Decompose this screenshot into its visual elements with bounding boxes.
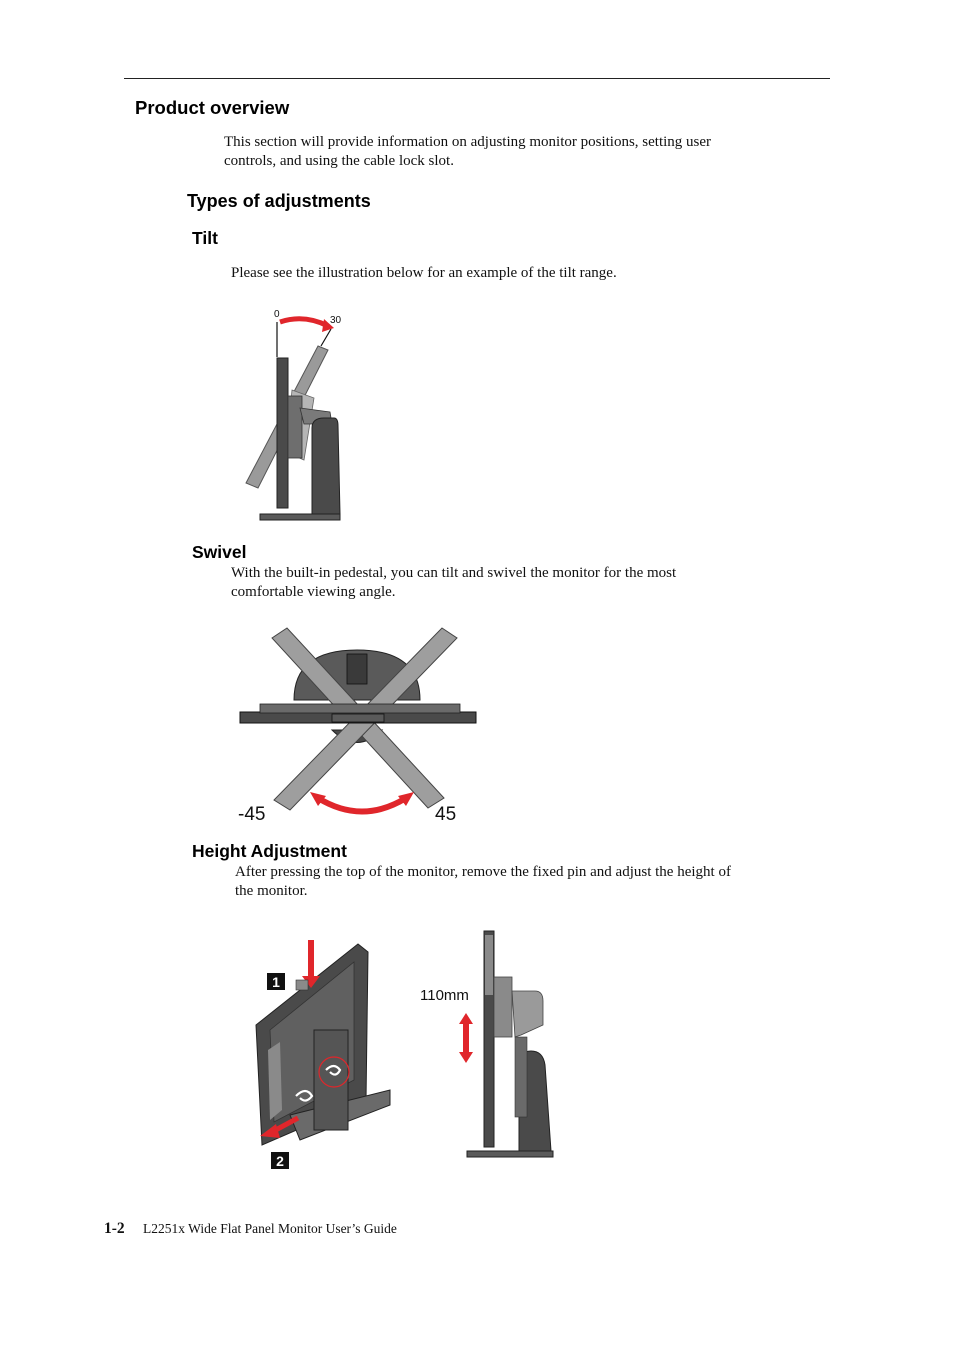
tilt-arrow-icon (280, 319, 328, 326)
tilt-label-0: 0 (274, 309, 280, 320)
height-range-illustration (415, 925, 560, 1165)
height-title: Height Adjustment (192, 841, 347, 861)
section-title: Product overview (135, 97, 290, 118)
swivel-illustration (232, 620, 482, 828)
tilt-illustration (230, 300, 360, 528)
page-number: 1-2 (104, 1220, 125, 1237)
step-1-label: 1 (272, 974, 280, 990)
document-title: L2251x Wide Flat Panel Monitor User’s Guide (143, 1221, 397, 1236)
header-rule (124, 78, 830, 79)
stand-neck (312, 418, 340, 514)
stand-base (260, 514, 340, 520)
height-arrow-down-icon (459, 1052, 473, 1063)
step-2-label: 2 (276, 1153, 284, 1169)
height-text-line-1: After pressing the top of the monitor, remove the fixed pin and adjust the height of (235, 864, 731, 880)
height-arrow-up-icon (459, 1013, 473, 1024)
swivel-label-right: 45 (435, 804, 457, 825)
swivel-text-line-2: comfortable viewing angle. (231, 584, 396, 600)
upright-panel (277, 358, 288, 508)
height-pin-illustration (250, 930, 395, 1175)
height-text-line-2: the monitor. (235, 883, 308, 899)
swivel-title: Swivel (192, 542, 247, 562)
types-title: Types of adjustments (187, 191, 371, 211)
stand-base-side (467, 1151, 553, 1157)
swivel-label-left: -45 (238, 804, 266, 825)
tilt-title: Tilt (192, 228, 218, 248)
tilt-label-30: 30 (330, 315, 342, 326)
stand-column (314, 1030, 348, 1130)
intro-line-2: controls, and using the cable lock slot. (224, 153, 454, 169)
swivel-arrow-icon (318, 798, 406, 812)
swivel-text-line-1: With the built-in pedestal, you can tilt and swivel the monitor for the most (231, 565, 677, 581)
height-range-label: 110mm (420, 987, 469, 1004)
tilt-text: Please see the illustration below for an example of the tilt range. (231, 265, 617, 281)
intro-line-1: This section will provide information on adjusting monitor positions, setting user (224, 134, 712, 150)
